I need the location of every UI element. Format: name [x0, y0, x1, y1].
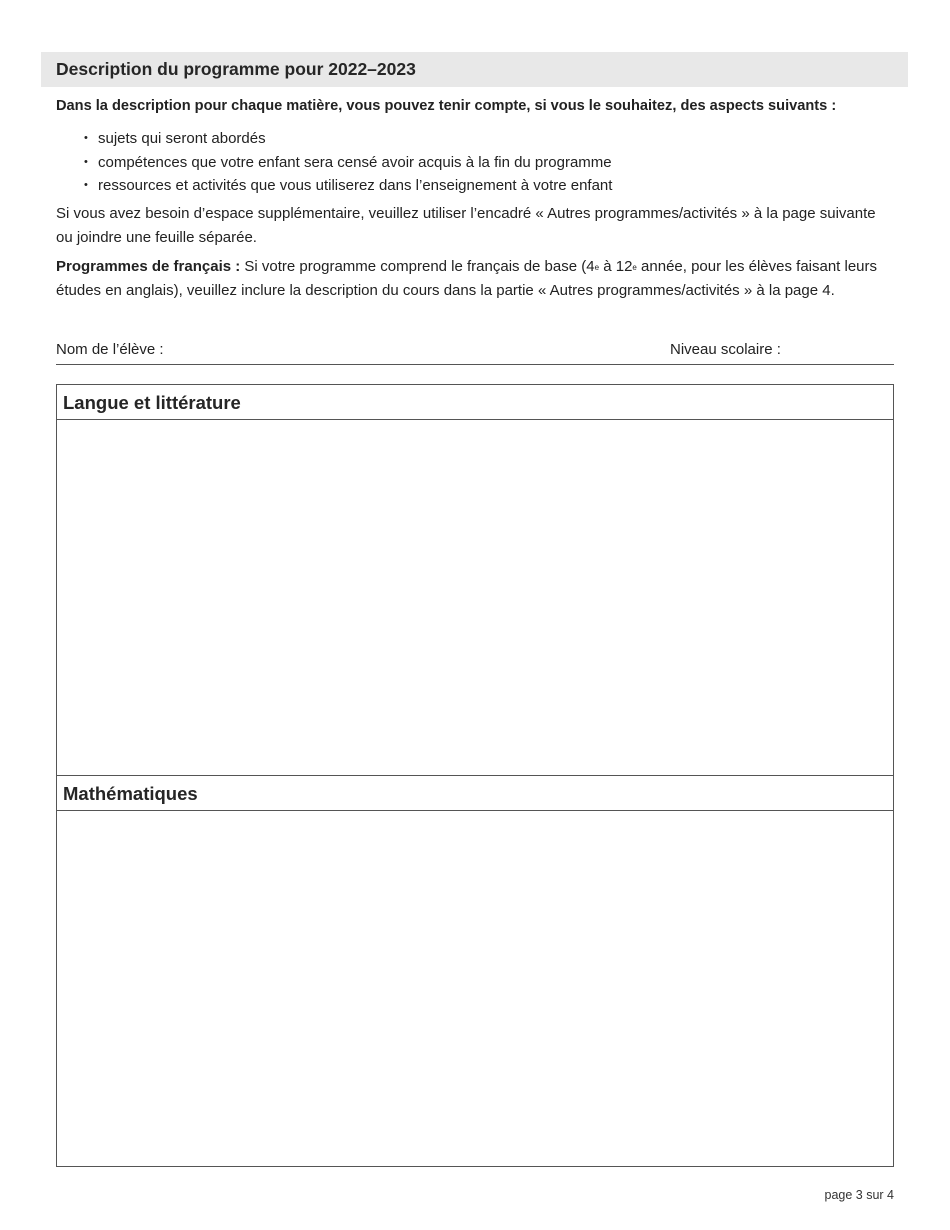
language-literature-description-field[interactable] — [57, 420, 893, 775]
section-title: Mathématiques — [63, 783, 198, 804]
list-item-text: ressources et activités que vous utiliserez dans l’enseignement à votre enfant — [98, 177, 613, 194]
grade-level-label: Niveau scolaire : — [670, 341, 781, 358]
french-programs-paragraph — [56, 255, 896, 303]
section-header-band — [41, 52, 908, 87]
list-item-text: sujets qui seront abordés — [98, 130, 266, 147]
superscript: e — [594, 263, 600, 272]
section-header — [57, 385, 893, 420]
bullet-icon: • — [84, 132, 88, 144]
french-programs-label: Programmes de français : — [56, 258, 241, 275]
extra-space-paragraph: Si vous avez besoin d’espace supplémentaire, veuillez utiliser l’encadré « Autres programmes/activités » à la page suivante ou joindre une feuille séparée. — [56, 205, 876, 246]
paragraph-text: Si votre programme comprend le français de base (4 — [240, 258, 595, 275]
section-title: Langue et littérature — [63, 392, 241, 413]
aspects-list — [82, 127, 612, 198]
student-name-label: Nom de l’élève : — [56, 341, 164, 358]
mathematics-description-field[interactable] — [57, 811, 893, 1166]
bullet-icon: • — [84, 155, 88, 168]
list-item-text: compétences que votre enfant sera censé avoir acquis à la fin du programme — [98, 153, 612, 171]
bullet-icon: • — [84, 179, 88, 191]
section-header — [57, 775, 893, 811]
student-info-row[interactable] — [56, 341, 894, 365]
page-title: Description du programme pour 2022–2023 — [56, 59, 416, 79]
list-item — [82, 151, 612, 175]
paragraph-text: à 12 — [599, 258, 633, 275]
intro-text: Dans la description pour chaque matière, vous pouvez tenir compte, si vous le souhaitez, des aspects suivants : — [56, 98, 837, 114]
list-item — [82, 174, 612, 198]
superscript: e — [632, 263, 637, 272]
section-mathematics — [56, 775, 894, 1167]
list-item — [82, 127, 612, 151]
section-language-literature — [56, 384, 894, 776]
paragraph-text: année, pour les élèves faisant leurs études en anglais), veuillez inclure la description du cours dans la partie « Autres programmes/activités » à la page 4. — [56, 258, 878, 299]
page-number: page 3 sur 4 — [824, 1188, 894, 1202]
